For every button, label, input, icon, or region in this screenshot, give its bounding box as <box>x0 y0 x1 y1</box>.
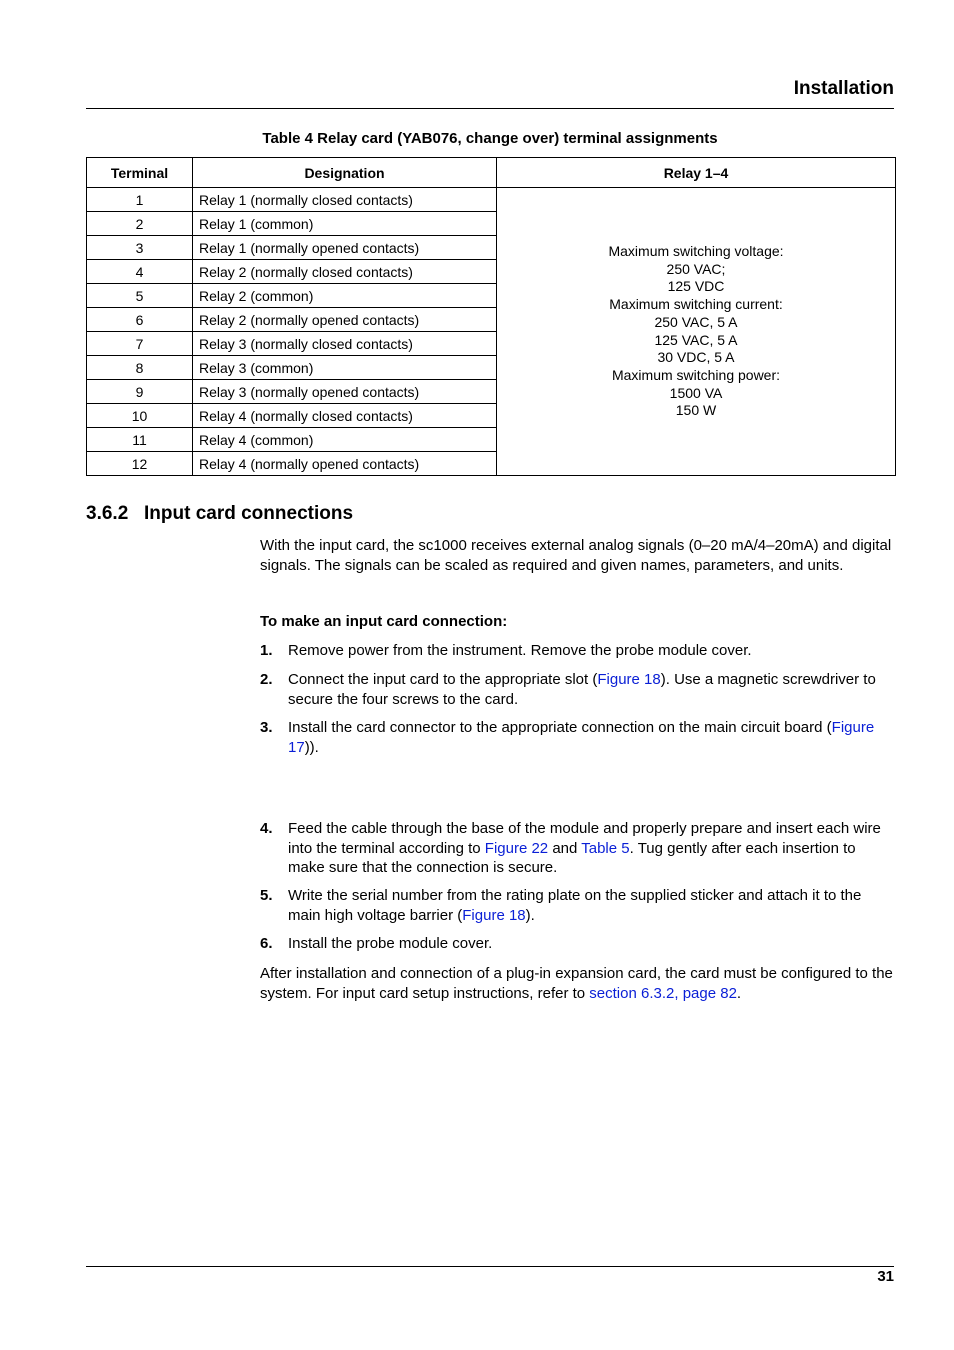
column-header-terminal: Terminal <box>87 158 193 188</box>
spec-line: 1500 VA <box>669 384 723 401</box>
terminal-cell: 10 <box>87 404 193 428</box>
closing-text: . <box>736 984 742 1002</box>
intro-paragraph: With the input card, the sc1000 receives external analog signals (0–20 mA/4–20mA) and digital signals. The signals can be scaled as required and given names, parameters, and units. <box>260 537 892 574</box>
step-text: ). Use a magnetic screwdriver to secure the four screws to the card. <box>288 671 876 708</box>
closing-text: After installation and connection of a plug-in expansion card, the card must be configured to the system. For input card setup instructions, refer to <box>260 965 893 1002</box>
column-header-designation: Designation <box>193 158 497 188</box>
relay-spec-cell <box>497 188 896 476</box>
terminal-cell: 1 <box>87 188 193 212</box>
header-rule <box>86 108 894 109</box>
spec-line: Maximum switching voltage: <box>608 242 784 259</box>
figure-18-link[interactable]: Figure 18 <box>462 906 526 924</box>
column-header-relay: Relay 1–4 <box>497 158 896 188</box>
table-caption: Table 4 Relay card (YAB076, change over) terminal assignments <box>262 130 718 147</box>
step-text: Connect the input card to the appropriate slot ( <box>288 671 598 688</box>
section-heading <box>86 503 353 525</box>
page-number: 31 <box>877 1268 894 1285</box>
designation-cell: Relay 2 (common) <box>193 284 497 308</box>
designation-cell: Relay 2 (normally closed contacts) <box>193 260 497 284</box>
spec-line: Maximum switching power: <box>611 366 781 383</box>
figure-18-link[interactable]: Figure 18 <box>597 671 661 688</box>
closing-paragraph <box>260 964 894 1003</box>
step-4 <box>260 819 894 878</box>
designation-cell: Relay 4 (normally opened contacts) <box>193 452 497 476</box>
step-2 <box>260 670 894 709</box>
spec-line: 150 W <box>675 402 717 419</box>
designation-cell: Relay 2 (normally opened contacts) <box>193 308 497 332</box>
step-6 <box>260 934 894 954</box>
relay-terminal-table <box>86 157 896 476</box>
terminal-cell: 6 <box>87 308 193 332</box>
step-text: Feed the cable through the base of the module and properly prepare and insert each wire into the terminal according to <box>288 820 881 857</box>
spec-line: 125 VDC <box>667 278 725 295</box>
section-number: 3.6.2 <box>86 503 129 524</box>
step-text: Write the serial number from the rating plate on the supplied sticker and attach it to the main high voltage barrier ( <box>288 887 862 924</box>
designation-cell: Relay 1 (common) <box>193 212 497 236</box>
step-number: 4. <box>260 820 273 837</box>
procedure-title: To make an input card connection: <box>260 613 508 630</box>
step-1 <box>260 641 894 661</box>
table-header-row <box>87 158 896 188</box>
spec-line: 125 VAC, 5 A <box>654 331 738 348</box>
section-title: Input card connections <box>144 503 354 524</box>
designation-cell: Relay 4 (common) <box>193 428 497 452</box>
terminal-cell: 12 <box>87 452 193 476</box>
terminal-cell: 8 <box>87 356 193 380</box>
designation-cell: Relay 3 (normally opened contacts) <box>193 380 497 404</box>
terminal-cell: 9 <box>87 380 193 404</box>
terminal-cell: 3 <box>87 236 193 260</box>
designation-cell: Relay 4 (normally closed contacts) <box>193 404 497 428</box>
table-5-link[interactable]: Table 5 <box>581 839 630 857</box>
terminal-cell: 5 <box>87 284 193 308</box>
terminal-cell: 11 <box>87 428 193 452</box>
designation-cell: Relay 1 (normally opened contacts) <box>193 236 497 260</box>
step-number: 5. <box>260 887 273 904</box>
step-number: 6. <box>260 935 273 952</box>
step-5 <box>260 886 894 925</box>
figure-17-link[interactable]: Figure 17 <box>288 719 875 756</box>
step-text: Install the card connector to the appropriate connection on the main circuit board ( <box>288 719 832 736</box>
terminal-cell: 4 <box>87 260 193 284</box>
step-text: )). <box>304 738 319 756</box>
step-number: 3. <box>260 719 273 736</box>
designation-cell: Relay 3 (normally closed contacts) <box>193 332 497 356</box>
section-6-3-2-link[interactable]: section 6.3.2, page 82 <box>589 984 737 1002</box>
step-text: ). <box>525 906 535 924</box>
terminal-cell: 2 <box>87 212 193 236</box>
spec-line: 30 VDC, 5 A <box>657 349 735 366</box>
step-number: 2. <box>260 671 273 688</box>
step-text: and <box>548 839 582 857</box>
table-row <box>87 188 896 212</box>
step-text: . Tug gently after each insertion to make sure that the connection is secure. <box>288 839 856 877</box>
terminal-cell: 7 <box>87 332 193 356</box>
spec-line: 250 VAC; <box>666 260 726 277</box>
step-3 <box>260 718 894 757</box>
designation-cell: Relay 1 (normally closed contacts) <box>193 188 497 212</box>
step-number: 1. <box>260 642 273 659</box>
spec-line: Maximum switching current: <box>609 296 783 313</box>
step-text: Install the probe module cover. <box>288 935 493 952</box>
running-header-title: Installation <box>793 78 894 99</box>
step-text: Remove power from the instrument. Remove the probe module cover. <box>288 642 752 659</box>
spec-line: 250 VAC, 5 A <box>654 313 738 330</box>
figure-22-link[interactable]: Figure 22 <box>484 839 549 857</box>
footer-rule <box>86 1266 894 1267</box>
designation-cell: Relay 3 (common) <box>193 356 497 380</box>
